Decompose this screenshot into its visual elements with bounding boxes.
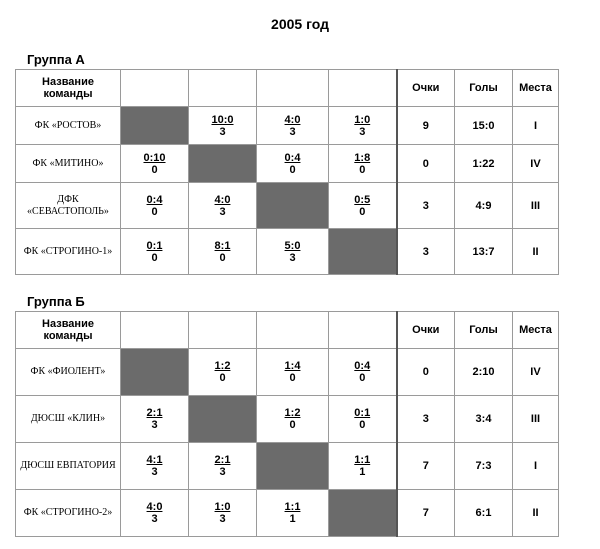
- match-result-cell: [257, 396, 329, 443]
- header-blank-cell: [257, 70, 329, 107]
- team-place: III: [513, 396, 559, 443]
- header-blank-cell: [189, 312, 257, 349]
- match-score: 0:1: [146, 239, 163, 252]
- match-points: 0: [219, 251, 226, 264]
- match-points: 3: [219, 513, 226, 525]
- match-result-cell: [257, 107, 329, 145]
- table-row: [16, 145, 559, 183]
- diagonal-cell: [121, 107, 189, 145]
- team-place: I: [513, 443, 559, 490]
- match-score: 1:2: [214, 360, 231, 372]
- match-score: 1:1: [284, 501, 301, 513]
- header-row: [16, 312, 559, 349]
- match-score: 0:4: [354, 360, 371, 372]
- match-points: 3: [151, 419, 158, 431]
- match-result-cell: [189, 183, 257, 229]
- match-result-cell: [329, 396, 397, 443]
- header-blank-cell: [121, 312, 189, 349]
- group-b-table: [15, 311, 559, 537]
- match-result-cell: [121, 443, 189, 490]
- match-score: 4:0: [214, 193, 231, 206]
- match-points: 0: [359, 205, 366, 218]
- team-name: ДЮСШ «КЛИН»: [16, 396, 121, 443]
- match-points: 0: [219, 372, 226, 384]
- match-score: 8:1: [214, 239, 231, 252]
- team-name: ФК «МИТИНО»: [16, 145, 121, 183]
- diagonal-cell: [189, 145, 257, 183]
- team-goals: 15:0: [455, 107, 513, 145]
- match-points: 3: [219, 205, 226, 218]
- table-row: [16, 183, 559, 229]
- match-score: 0:4: [146, 193, 163, 206]
- match-score: 10:0: [211, 113, 234, 126]
- match-result-cell: [121, 229, 189, 275]
- match-result-cell: [257, 349, 329, 396]
- header-blank-cell: [121, 70, 189, 107]
- match-result-cell: [121, 490, 189, 537]
- table-row: [16, 396, 559, 443]
- team-goals: 7:3: [455, 443, 513, 490]
- match-points: 1: [359, 466, 366, 478]
- header-blank-cell: [329, 70, 397, 107]
- table-row: [16, 490, 559, 537]
- match-points: 0: [289, 419, 296, 431]
- match-result-cell: [189, 490, 257, 537]
- table-row: [16, 443, 559, 490]
- match-points: 0: [151, 205, 158, 218]
- match-points: 3: [151, 466, 158, 478]
- team-points: 3: [397, 396, 455, 443]
- match-score: 1:2: [284, 407, 301, 419]
- team-points: 3: [397, 183, 455, 229]
- diagonal-cell: [257, 443, 329, 490]
- match-score: 1:0: [214, 501, 231, 513]
- match-points: 0: [289, 163, 296, 176]
- header-place: Места: [513, 70, 559, 107]
- match-points: 0: [151, 163, 158, 176]
- match-result-cell: [257, 229, 329, 275]
- diagonal-cell: [189, 396, 257, 443]
- team-points: 0: [397, 349, 455, 396]
- team-goals: 3:4: [455, 396, 513, 443]
- match-points: 0: [289, 372, 296, 384]
- header-blank-cell: [257, 312, 329, 349]
- match-points: 3: [289, 125, 296, 138]
- match-score: 0:4: [284, 151, 301, 164]
- match-score: 0:10: [143, 151, 166, 164]
- table-row: [16, 229, 559, 275]
- match-score: 2:1: [146, 407, 163, 419]
- header-blank-cell: [189, 70, 257, 107]
- team-points: 0: [397, 145, 455, 183]
- group-b-title: Группа Б: [27, 294, 85, 309]
- team-goals: 2:10: [455, 349, 513, 396]
- team-points: 7: [397, 443, 455, 490]
- table-row: [16, 107, 559, 145]
- match-result-cell: [189, 107, 257, 145]
- table-row: [16, 349, 559, 396]
- team-name: ДФК «СЕВАСТОПОЛЬ»: [16, 183, 121, 229]
- header-row: [16, 70, 559, 107]
- header-team-name: Название команды: [16, 312, 121, 349]
- match-score: 4:0: [284, 113, 301, 126]
- match-score: 1:8: [354, 151, 371, 164]
- team-goals: 13:7: [455, 229, 513, 275]
- match-score: 0:5: [354, 193, 371, 206]
- header-goals: Голы: [455, 70, 513, 107]
- match-points: 0: [359, 419, 366, 431]
- match-points: 3: [151, 513, 158, 525]
- diagonal-cell: [329, 229, 397, 275]
- match-score: 1:0: [354, 113, 371, 126]
- team-points: 9: [397, 107, 455, 145]
- group-a-title: Группа А: [27, 52, 85, 67]
- header-points: Очки: [397, 70, 455, 107]
- diagonal-cell: [121, 349, 189, 396]
- team-place: IV: [513, 145, 559, 183]
- team-place: II: [513, 490, 559, 537]
- match-score: 5:0: [284, 239, 301, 252]
- match-score: 0:1: [354, 407, 371, 419]
- match-result-cell: [329, 107, 397, 145]
- match-score: 1:4: [284, 360, 301, 372]
- header-blank-cell: [329, 312, 397, 349]
- match-points: 0: [359, 163, 366, 176]
- match-score: 2:1: [214, 454, 231, 466]
- team-name: ФК «СТРОГИНО-2»: [16, 490, 121, 537]
- team-points: 3: [397, 229, 455, 275]
- match-points: 3: [359, 125, 366, 138]
- team-name: ДЮСШ ЕВПАТОРИЯ: [16, 443, 121, 490]
- team-goals: 6:1: [455, 490, 513, 537]
- match-result-cell: [189, 349, 257, 396]
- page-title: 2005 год: [271, 16, 329, 32]
- header-goals: Голы: [455, 312, 513, 349]
- match-points: 0: [151, 251, 158, 264]
- team-name: ФК «РОСТОВ»: [16, 107, 121, 145]
- header-team-name: Название команды: [16, 70, 121, 107]
- group-a-table: [15, 69, 559, 275]
- match-points: 0: [359, 372, 366, 384]
- team-place: IV: [513, 349, 559, 396]
- match-result-cell: [189, 229, 257, 275]
- match-result-cell: [329, 183, 397, 229]
- match-result-cell: [257, 145, 329, 183]
- header-points: Очки: [397, 312, 455, 349]
- match-result-cell: [121, 183, 189, 229]
- match-result-cell: [121, 145, 189, 183]
- match-result-cell: [121, 396, 189, 443]
- match-result-cell: [257, 490, 329, 537]
- match-points: 1: [289, 513, 296, 525]
- match-score: 4:0: [146, 501, 163, 513]
- match-score: 4:1: [146, 454, 163, 466]
- team-goals: 1:22: [455, 145, 513, 183]
- team-place: I: [513, 107, 559, 145]
- team-points: 7: [397, 490, 455, 537]
- diagonal-cell: [257, 183, 329, 229]
- match-points: 3: [289, 251, 296, 264]
- diagonal-cell: [329, 490, 397, 537]
- team-name: ФК «СТРОГИНО-1»: [16, 229, 121, 275]
- match-result-cell: [189, 443, 257, 490]
- header-place: Места: [513, 312, 559, 349]
- team-name: ФК «ФИОЛЕНТ»: [16, 349, 121, 396]
- team-goals: 4:9: [455, 183, 513, 229]
- match-result-cell: [329, 145, 397, 183]
- match-result-cell: [329, 349, 397, 396]
- match-result-cell: [329, 443, 397, 490]
- match-score: 1:1: [354, 454, 371, 466]
- team-place: II: [513, 229, 559, 275]
- match-points: 3: [219, 125, 226, 138]
- match-points: 3: [219, 466, 226, 478]
- team-place: III: [513, 183, 559, 229]
